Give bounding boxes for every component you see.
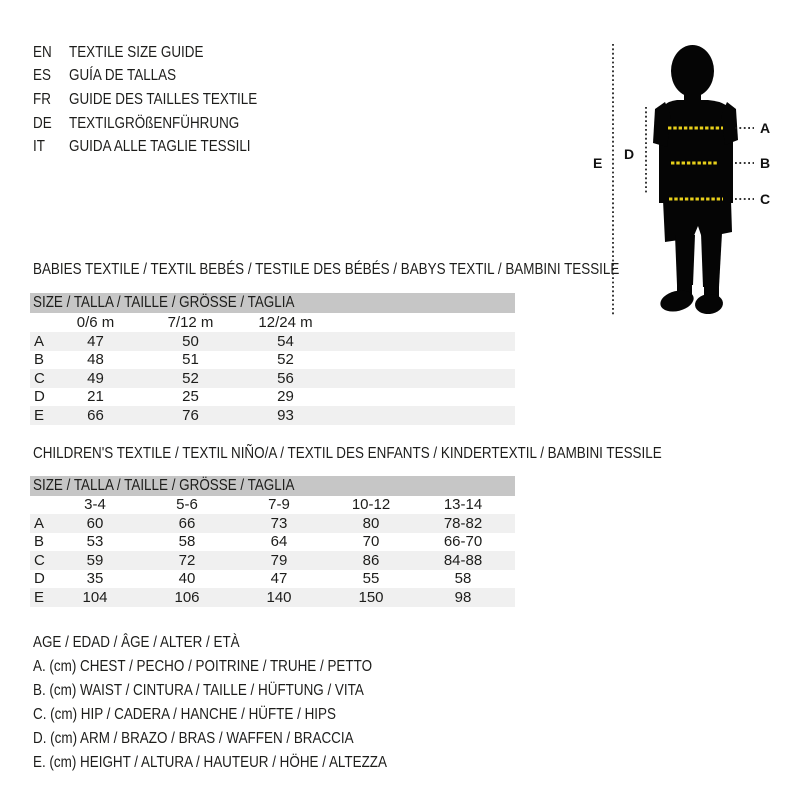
cell: 93 — [277, 406, 294, 424]
measurement-diagram — [585, 30, 800, 330]
table-row — [30, 514, 515, 533]
language-row — [33, 65, 293, 89]
babies-size-header-bar: SIZE / TALLA / TAILLE / GRÖSSE / TAGLIA — [30, 293, 515, 313]
row-label: E — [34, 588, 45, 606]
row-label: D — [34, 388, 45, 406]
cell: 66 — [87, 406, 104, 424]
cell: 59 — [86, 551, 104, 569]
cell: 48 — [87, 351, 104, 369]
cell: 79 — [270, 551, 288, 569]
legend-line-hip: C. (cm) HIP / CADERA / HANCHE / HÜFTE / HIPS — [33, 706, 336, 723]
table-row — [30, 551, 515, 570]
column-header: 12/24 m — [258, 314, 313, 331]
row-label: C — [34, 551, 45, 569]
label-b: B — [760, 155, 771, 171]
table-row — [30, 369, 515, 388]
language-title: TEXTILE SIZE GUIDE — [69, 43, 204, 61]
children-column-header-row — [30, 495, 515, 514]
cell: 54 — [277, 332, 294, 350]
row-label: A — [34, 332, 45, 350]
cell: 66-70 — [443, 533, 483, 551]
language-row — [33, 112, 293, 136]
row-label: A — [34, 514, 45, 532]
babies-section-title: BABIES TEXTILE / TEXTIL BEBÉS / TESTILE DES BÉBÉS / BABYS TEXTIL / BAMBINI TESSILE — [33, 261, 620, 278]
cell: 58 — [454, 570, 472, 588]
row-label: E — [34, 406, 45, 424]
label-a: A — [760, 120, 771, 136]
table-row — [30, 388, 515, 407]
cell: 58 — [178, 533, 196, 551]
language-row — [33, 41, 293, 65]
cell: 84-88 — [443, 551, 483, 569]
column-header: 5-6 — [176, 496, 198, 513]
cell: 78-82 — [443, 514, 483, 532]
cell: 98 — [454, 588, 472, 606]
legend-line-age: AGE / EDAD / ÂGE / ALTER / ETÀ — [33, 634, 240, 651]
cell: 29 — [277, 388, 294, 406]
legend-line-waist: B. (cm) WAIST / CINTURA / TAILLE / HÜFTUNG / VITA — [33, 682, 364, 699]
cell: 35 — [86, 570, 104, 588]
row-label: B — [34, 351, 45, 369]
label-e: E — [593, 155, 603, 171]
cell: 50 — [182, 332, 199, 350]
row-label: B — [34, 533, 45, 551]
cell: 52 — [182, 369, 199, 387]
children-size-header-bar: SIZE / TALLA / TAILLE / GRÖSSE / TAGLIA — [30, 476, 515, 496]
babies-size-table — [30, 313, 515, 425]
table-row — [30, 406, 515, 425]
language-code: DE — [33, 114, 52, 132]
language-code: ES — [33, 67, 51, 85]
column-header: 13-14 — [443, 496, 483, 513]
language-row — [33, 135, 293, 159]
legend-line-height: E. (cm) HEIGHT / ALTURA / HAUTEUR / HÖHE / ALTEZZA — [33, 754, 387, 771]
table-row — [30, 351, 515, 370]
cell: 72 — [178, 551, 196, 569]
children-section-title: CHILDREN'S TEXTILE / TEXTIL NIÑO/A / TEXTIL DES ENFANTS / KINDERTEXTIL / BAMBINI TESSILE — [33, 445, 662, 462]
cell: 52 — [277, 351, 294, 369]
measurement-legend — [33, 631, 454, 775]
table-row — [30, 332, 515, 351]
row-label: C — [34, 369, 45, 387]
language-code: FR — [33, 90, 51, 108]
language-title: TEXTILGRÖßENFÜHRUNG — [69, 114, 240, 132]
cell: 66 — [178, 514, 196, 532]
language-row — [33, 88, 293, 112]
cell: 70 — [362, 533, 380, 551]
language-title-list — [33, 41, 293, 159]
label-d: D — [624, 146, 635, 162]
legend-line-chest: A. (cm) CHEST / PECHO / POITRINE / TRUHE / PETTO — [33, 658, 373, 675]
cell: 21 — [87, 388, 104, 406]
children-size-table — [30, 495, 515, 607]
cell: 104 — [82, 588, 108, 606]
column-header: 10-12 — [351, 496, 391, 513]
table-row — [30, 533, 515, 552]
language-code: IT — [33, 138, 45, 156]
cell: 47 — [270, 570, 288, 588]
language-title: GUIDE DES TAILLES TEXTILE — [69, 90, 258, 108]
cell: 51 — [182, 351, 199, 369]
legend-line-arm: D. (cm) ARM / BRAZO / BRAS / WAFFEN / BRACCIA — [33, 730, 354, 747]
column-header: 0/6 m — [76, 314, 115, 331]
cell: 40 — [178, 570, 196, 588]
cell: 25 — [182, 388, 199, 406]
row-label: D — [34, 570, 45, 588]
cell: 64 — [270, 533, 288, 551]
table-row — [30, 570, 515, 589]
language-title: GUÍA DE TALLAS — [69, 67, 177, 85]
cell: 49 — [87, 369, 104, 387]
cell: 150 — [358, 588, 384, 606]
language-title: GUIDA ALLE TAGLIE TESSILI — [69, 138, 251, 156]
cell: 47 — [87, 332, 104, 350]
cell: 56 — [277, 369, 294, 387]
babies-column-header-row — [30, 313, 515, 332]
cell: 53 — [86, 533, 104, 551]
cell: 80 — [362, 514, 380, 532]
cell: 60 — [86, 514, 104, 532]
label-c: C — [760, 191, 771, 207]
column-header: 7-9 — [268, 496, 290, 513]
column-header: 7/12 m — [167, 314, 214, 331]
cell: 55 — [362, 570, 380, 588]
column-header: 3-4 — [84, 496, 106, 513]
cell: 86 — [362, 551, 380, 569]
cell: 76 — [182, 406, 199, 424]
cell: 106 — [174, 588, 200, 606]
table-row — [30, 588, 515, 607]
language-code: EN — [33, 43, 52, 61]
cell: 73 — [270, 514, 288, 532]
cell: 140 — [266, 588, 292, 606]
